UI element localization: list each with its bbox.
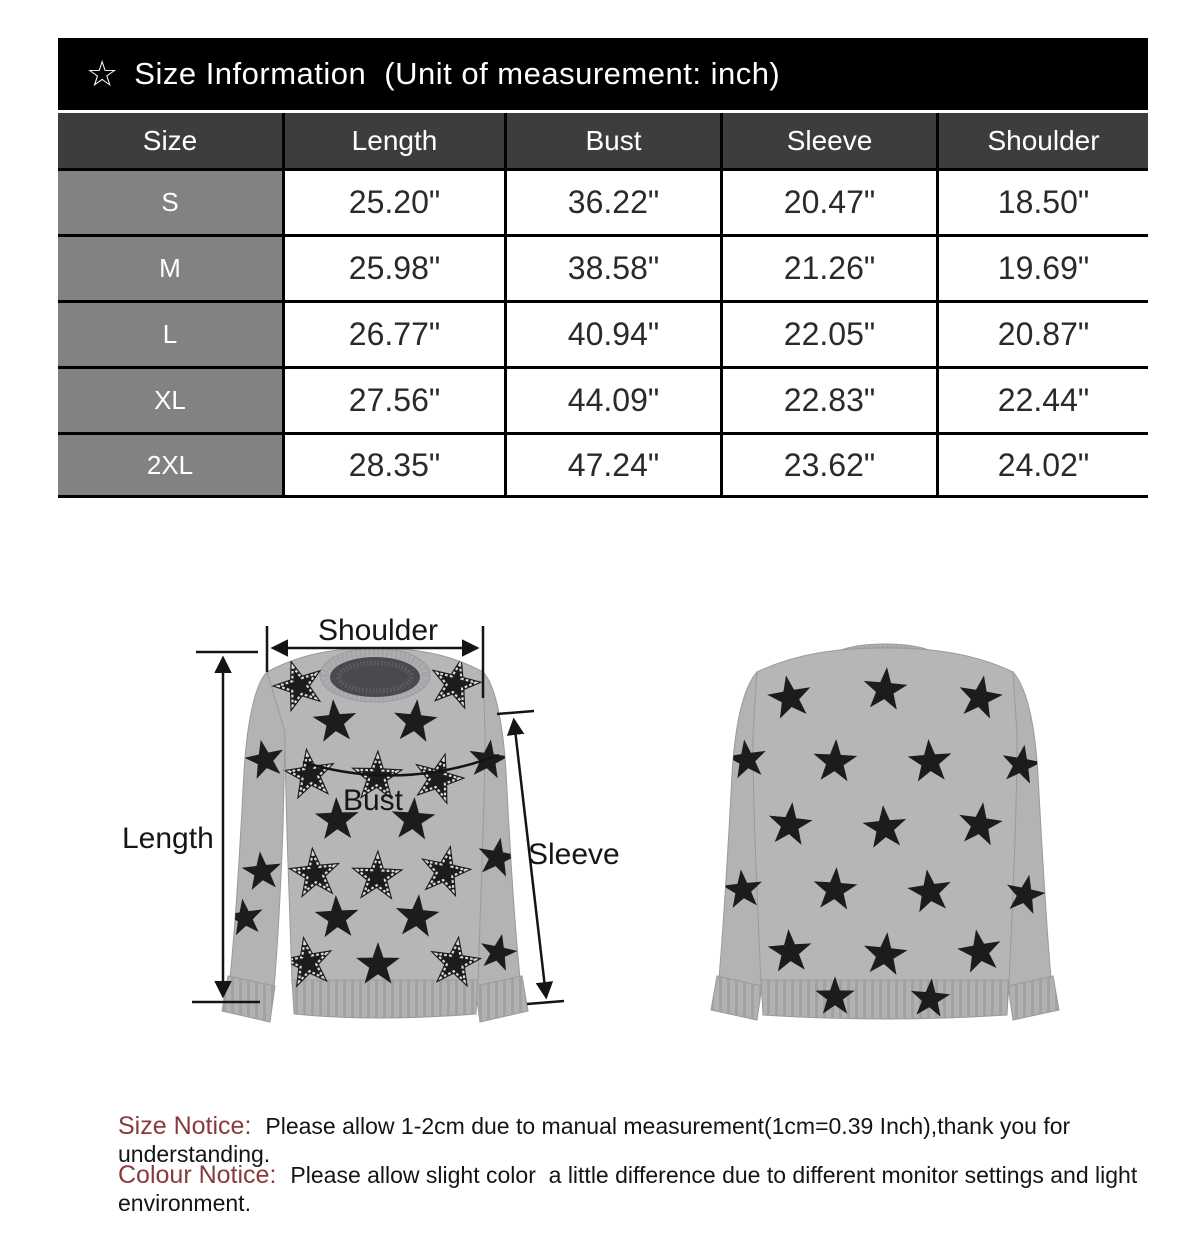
row-size-label: M bbox=[58, 237, 285, 300]
table-cell: 38.58" bbox=[507, 237, 723, 300]
column-header-length: Length bbox=[285, 113, 507, 168]
table-cell: 28.35" bbox=[285, 435, 507, 495]
size-notice-text: Please allow 1-2cm due to manual measurement(1cm=0.39 Inch),thank you for understanding. bbox=[118, 1113, 1077, 1167]
measurement-diagram bbox=[0, 600, 1200, 1080]
column-header-shoulder: Shoulder bbox=[939, 113, 1148, 168]
table-cell: 20.47" bbox=[723, 171, 939, 234]
row-size-label: S bbox=[58, 171, 285, 234]
table-cell: 40.94" bbox=[507, 303, 723, 366]
table-cell: 19.69" bbox=[939, 237, 1148, 300]
column-header-size: Size bbox=[58, 113, 285, 168]
sleeve-measure-label: Sleeve bbox=[528, 838, 620, 871]
table-cell: 27.56" bbox=[285, 369, 507, 432]
table-cell: 47.24" bbox=[507, 435, 723, 495]
table-cell: 22.05" bbox=[723, 303, 939, 366]
row-size-label: XL bbox=[58, 369, 285, 432]
table-cell: 18.50" bbox=[939, 171, 1148, 234]
page-title: Size Information bbox=[134, 56, 367, 91]
row-size-label: L bbox=[58, 303, 285, 366]
colour-notice-text: Please allow slight color a little difference due to different monitor settings and light environment. bbox=[118, 1162, 1144, 1216]
table-row bbox=[58, 168, 1148, 234]
row-size-label: 2XL bbox=[58, 435, 285, 495]
bust-measure-label: Bust bbox=[342, 784, 404, 817]
table-cell: 44.09" bbox=[507, 369, 723, 432]
table-row bbox=[58, 366, 1148, 432]
column-header-bust: Bust bbox=[507, 113, 723, 168]
length-measure-label: Length bbox=[122, 822, 214, 855]
table-cell: 25.98" bbox=[285, 237, 507, 300]
table-cell: 25.20" bbox=[285, 171, 507, 234]
table-row bbox=[58, 234, 1148, 300]
bust-curve bbox=[303, 755, 499, 775]
shoulder-measure-label: Shoulder bbox=[317, 614, 439, 647]
colour-notice-label: Colour Notice: bbox=[118, 1161, 277, 1189]
column-header-sleeve: Sleeve bbox=[723, 113, 939, 168]
table-cell: 21.26" bbox=[723, 237, 939, 300]
table-cell: 23.62" bbox=[723, 435, 939, 495]
table-cell: 22.44" bbox=[939, 369, 1148, 432]
page-title-unit: (Unit of measurement: inch) bbox=[384, 56, 781, 91]
table-cell: 24.02" bbox=[939, 435, 1148, 495]
size-table bbox=[58, 113, 1148, 498]
star-outline-icon: ☆ bbox=[86, 53, 119, 94]
table-cell: 26.77" bbox=[285, 303, 507, 366]
table-header-row bbox=[58, 113, 1148, 168]
size-notice-label: Size Notice: bbox=[118, 1112, 252, 1140]
size-notice bbox=[118, 1112, 1200, 1168]
table-cell: 36.22" bbox=[507, 171, 723, 234]
title-bar bbox=[58, 38, 1148, 110]
table-cell: 22.83" bbox=[723, 369, 939, 432]
table-row bbox=[58, 300, 1148, 366]
colour-notice bbox=[118, 1161, 1200, 1217]
table-cell: 20.87" bbox=[939, 303, 1148, 366]
table-row bbox=[58, 432, 1148, 498]
